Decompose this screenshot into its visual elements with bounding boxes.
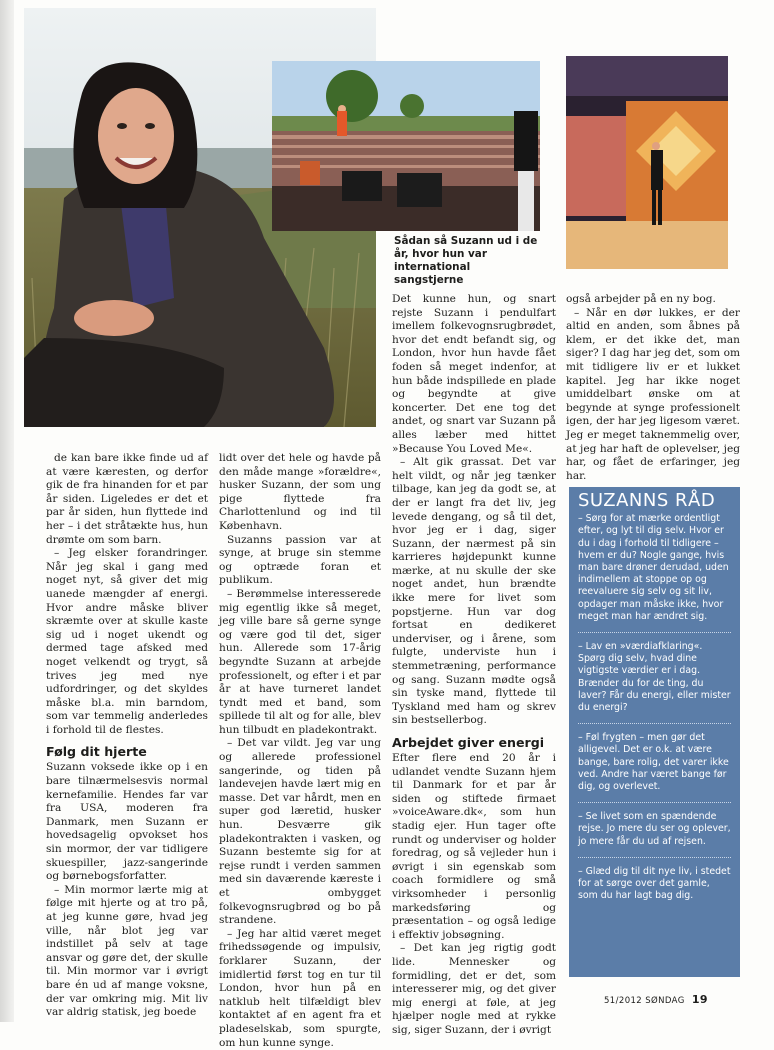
paragraph: – Alt gik grassat. Det var helt vildt, og når jeg tænker tilbage, kan jeg da godt se, at der er langt fra det liv, jeg levede dengang, og så til det, hvor jeg er i dag, siger Suzann, der nærmest på sin karrieres højdepunkt kunne mærke, at nu skulle der ske noget andet, hun brændte ikke mere for livet som popstjerne. Hun var dog fortsat en dedikeret underviser, og i årene, som fulgte, underviste hun i stemmetræning, performance og sang. Suzann mødte også sin tyske mand, flyttede til Tyskland med ham og skrev sin bestsellerbog. — [392, 456, 556, 727]
paragraph: – Det var vildt. Jeg var ung og allerede professionel sangerinde, og tiden på landevejen havde lært mig en masse. Det var hårdt, men en super god læretid, husker hun. Desværre gik pladekontrakten i vasken, og Suzann bestemte sig for at rejse rundt i verden sammen med sin daværende kæreste i et ombygget folkevognsrugbrød og bo på strandene. — [219, 737, 381, 927]
section-heading: Arbejdet giver energi — [392, 735, 545, 750]
advice-tip: – Se livet som en spændende rejse. Jo mere du ser og oplever, jo mere får du ud af rejsen. — [578, 811, 731, 847]
page-footer — [604, 993, 708, 1006]
section-heading: Følg dit hjerte — [46, 744, 147, 760]
paragraph: Suzanns passion var at synge, at bruge sin stemme og optræde foran et publikum. — [219, 533, 381, 587]
tip-divider — [578, 857, 731, 858]
paragraph: lidt over det hele og havde på den måde mange »forældre«, husker Suzann, der som ung pige flyttede fra Charlottenlund og ind til København. — [219, 452, 381, 532]
page-edge — [0, 0, 14, 1022]
advice-sidebar — [569, 487, 740, 977]
paragraph: de kan bare ikke finde ud af at være kæresten, og derfor gik de fra hinanden for et par år siden. Ligeledes er det et par år siden, hun flyttede ind her – i det stråtækte hus, hun drømte om som barn. — [46, 452, 208, 546]
stage-performance-photo — [566, 56, 728, 269]
advice-tip: – Glæd dig til dit nye liv, i stedet for at sørge over det gamle, som du har lagt bag dig. — [578, 865, 731, 902]
advice-tip: – Lav en »værdiafklaring«. Spørg dig selv, hvad dine vigtigste værdier er i dag. Brænder du for de ting, du laver? Får du energi, eller mister du energi? — [578, 641, 731, 714]
article-column-1 — [46, 452, 208, 1020]
paragraph: – Min mormor lærte mig at følge mit hjerte og at tro på, at jeg kunne gøre, hvad jeg ville, når blot jeg var indstillet på selv at tage ansvar og gøre det, der skulle til. Min mormor var i øvrigt bare én ud af mange voksne, der var omkring mig. Mit liv var aldrig statisk, jeg boede — [46, 883, 208, 1019]
article-column-4 — [566, 293, 740, 483]
outdoor-concert-photo — [272, 61, 540, 231]
advice-tip: – Sørg for at mærke ordentligt efter, og lyt til dig selv. Hvor er du i dag i forhold til tidligere – hvem er du? Nogle gange, hvis man bare drøner derudad, uden indimellem at stoppe op og reevaluere sig selv og sit liv, opdager man måske ikke, hvor meget man har ændret sig. — [578, 513, 729, 622]
paragraph: – Berømmelse interesserede mig egentlig ikke så meget, jeg ville bare så gerne synge og være god til det, siger hun. Allerede som 17-årig begyndte Suzann at arbejde professionelt, og efter i et par år at have turneret landet tyndt med et band, som spillede til alt og for alle, blev hun tilbudt en pladekontrakt. — [219, 587, 381, 736]
paragraph: Efter flere end 20 år i udlandet vendte Suzann hjem til Danmark for et par år siden og stiftede firmaet »voiceAware.dk«, som hun stadig ejer. Hun tager ofte rundt og underviser og holder foredrag, og så vejleder hun i øvrigt i sin egenskab som coach formidlere og små virksomheder i personlig markedsføring og præsentation – og også ledige i effektiv jobsøgning. — [392, 752, 556, 941]
paragraph: Det kunne hun, og snart rejste Suzann i pendulfart imellem folkevognsrugbrødet, hvor det endt befandt sig, og London, hvor hun havde fået foden så meget indenfor, at hun både indspillede en plade og begyndte at give koncerter. Det ene tog det andet, og snart var Suzann på alles læber med hittet »Because You Loved Me«. — [392, 293, 556, 455]
tip-divider — [578, 802, 731, 803]
paragraph: også arbejder på en ny bog. — [566, 293, 716, 305]
paragraph: – Jeg elsker forandringer. Når jeg skal i gang med noget nyt, så giver det mig uanede mængder af energi. Hvor andre måske bliver skræmte over at skulle kaste sig ud i noget ukendt og dermed tage afsked med noget velkendt og trygt, så trives jeg med nye udfordringer, og det skyldes måske bl.a. min barndom, som var temmelig anderledes i forhold til de flestes. — [46, 547, 208, 736]
paragraph: – Det kan jeg rigtig godt lide. Mennesker og formidling, det er det, som interesserer mig, og det giver mig energi at føle, at jeg hjælper nogle med at rykke sig, siger Suzann, der i øvrigt — [392, 942, 556, 1036]
advice-tip: – Føl frygten – men gør det alligevel. Det er o.k. at være bange, bare rolig, det varer ikke ved. Andre har været bange før dig, og overlevet. — [578, 732, 729, 793]
sidebar-title: SUZANNS RÅD — [578, 490, 716, 511]
concert-photo-caption: Sådan så Suzann ud i de år, hvor hun var international sangstjerne — [394, 235, 538, 286]
article-column-3 — [392, 293, 556, 1037]
sidebar-tips — [578, 513, 731, 902]
tip-divider — [578, 632, 731, 633]
paragraph: – Jeg har altid været meget frihedssøgende og impulsiv, forklarer Suzann, der imidlertid først tog en tur til London, hvor hun på en natklub helt tilfældigt blev kontaktet af en agent fra et pladeselskab, som spurgte, om hun kunne synge. — [219, 927, 381, 1049]
article-column-2 — [219, 452, 381, 1050]
paragraph: – Når en dør lukkes, er der altid en anden, som åbnes på klem, er det ikke det, man siger? I dag har jeg det, som om mit tidligere liv er et lukket kapitel. Jeg har ikke noget umiddelbart ønske om at begynde at synge professionelt igen, der har jeg ligesom været. Jeg er meget taknemmelig over, at jeg har haft de oplevelser, jeg har, og fået de erfaringer, jeg har. — [566, 306, 740, 482]
issue-label: 51/2012 SØNDAG — [604, 996, 685, 1006]
paragraph: Suzann voksede ikke op i en bare tilnærmelsesvis normal kernefamilie. Hendes far var fra USA, moderen fra Danmark, men Suzann er hovedsagelig opvokset hos sin mormor, der var tidligere skuespiller, jazz-sangerinde og børnebogsforfatter. — [46, 761, 208, 883]
page-number: 19 — [691, 993, 708, 1006]
tip-divider — [578, 723, 731, 724]
